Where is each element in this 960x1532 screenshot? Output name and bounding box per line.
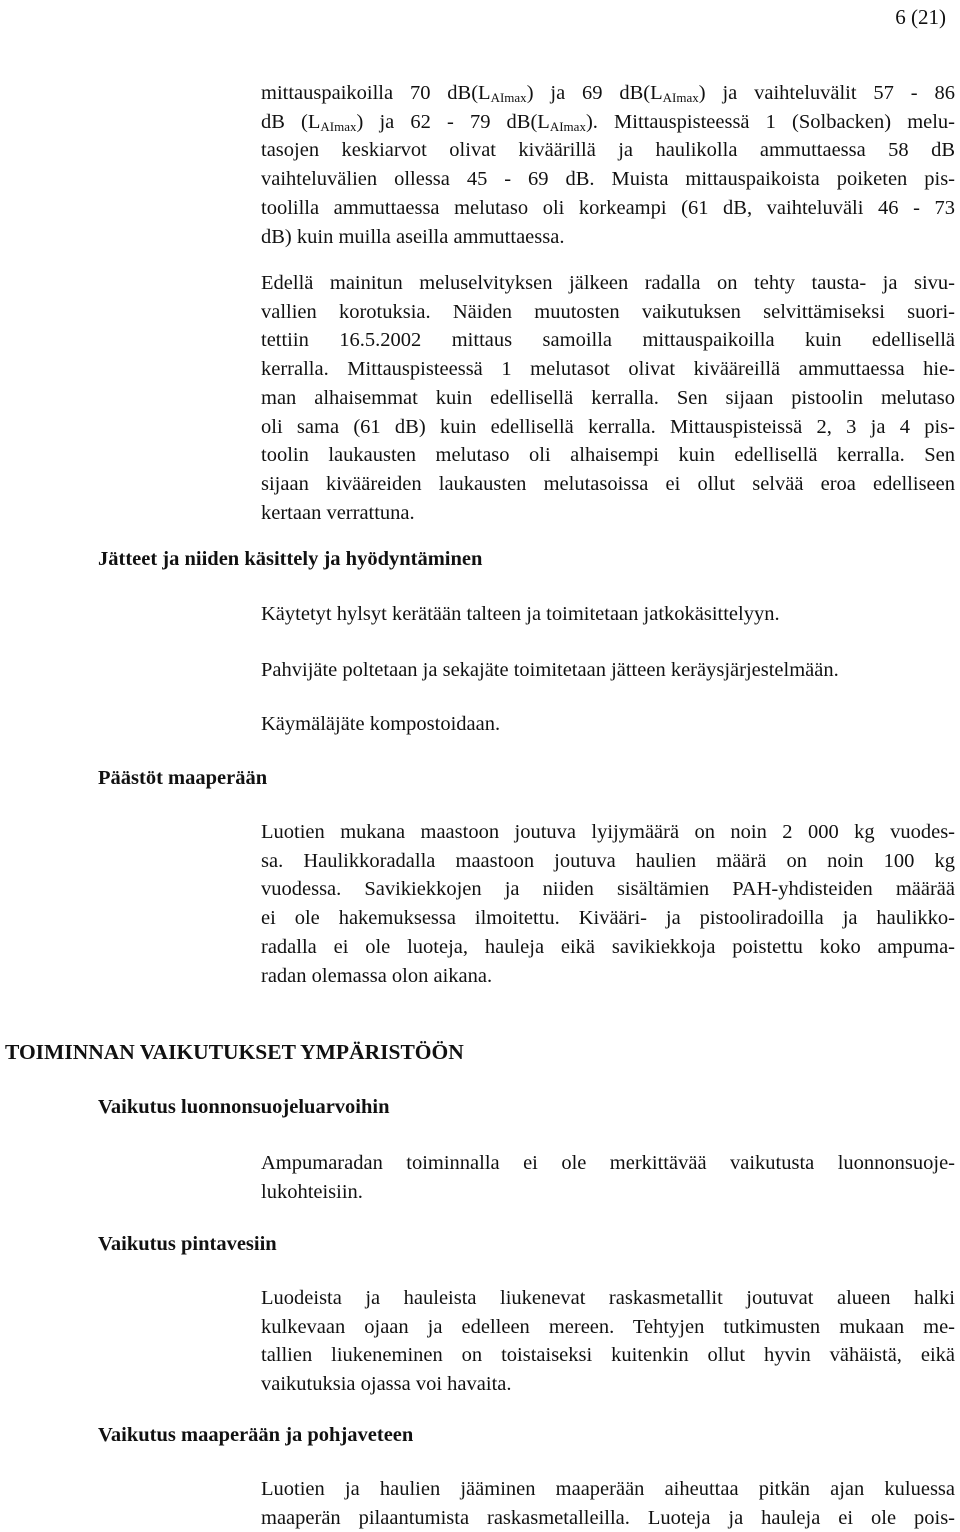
nature-paragraph [261,1149,955,1206]
text-line: Edellä mainitun meluselvityksen jälkeen radalla on tehty tausta- ja sivu- [261,272,955,294]
text-line: maaperän pilaantumista raskasmetalleilla. Luoteja ja hauleja ei ole pois- [261,1506,955,1529]
surface-water-paragraph [261,1284,955,1399]
text-line: kerralla. Mittauspisteessä 1 melutasot olivat kivääreillä ammuttaessa hie- [261,358,955,381]
text-line: vuodessa. Savikiekkojen ja niiden sisältämien PAH-yhdisteiden määrää [261,878,955,901]
section-title: TOIMINNAN VAIKUTUKSET YMPÄRISTÖÖN [5,1040,464,1064]
waste-paragraph-toilet [261,710,955,739]
nature-heading: Vaikutus luonnonsuojeluarvoihin [98,1096,390,1118]
followup-measurement-paragraph [261,269,955,527]
text-line: sijaan kivääreiden laukausten melutasoissa ei ollut selvää eroa edelliseen [261,472,955,495]
text-line: sa. Haulikkoradalla maastoon joutuva haulien määrä on noin 100 kg [261,849,955,872]
text-line: dB $(L_{AImax})$ ja 62 - 79 $dB(L_{AImax})$. Mittauspisteessä 1 (Solbacken) melu- [261,110,956,134]
text-line: toolin laukausten melutaso oli alhaisempi kuin edellisellä kerralla. Sen [261,444,955,467]
text-line: Luotien mukana maastoon joutuva lyijymäärä on noin 2 000 kg vuodes- [261,821,955,843]
text-line: Luotien ja haulien jääminen maaperään aiheuttaa pitkän ajan kuluessa [261,1478,955,1500]
text-line: dB) kuin muilla aseilla ammuttaessa. [261,225,565,248]
text-line: radalla ei ole luoteja, hauleja eikä savikiekkoja poistettu koko ampuma- [261,935,955,958]
text-line: lukohteisiin. [261,1180,363,1203]
text-line: kulkevaan ojaan ja edelleen mereen. Tehtyjen tutkimusten mukaan me- [261,1315,955,1338]
text-line: tasojen keskiarvot olivat kiväärillä ja haulikolla ammuttaessa 58 dB [261,139,955,162]
noise-measurement-paragraph [261,79,955,251]
text-line: ei ole hakemuksessa ilmoitettu. Kivääri- ja pistooliradoilla ja haulikko- [261,907,955,930]
waste-paragraph-cardboard [261,656,955,685]
text-line: vaikutuksia ojassa voi havaita. [261,1373,512,1396]
text-line: Käytetyt hylsyt kerätään talteen ja toimitetaan jatkokäsittelyyn. [261,603,780,625]
text-line: vaihteluvälien ollessa 45 - 69 dB. Muista mittauspaikoista poiketen pis- [261,168,955,191]
waste-paragraph-shells [261,600,955,629]
surface-water-heading: Vaikutus pintavesiin [98,1233,277,1255]
text-line: man alhaisemmat kuin edellisellä kerralla. Sen sijaan pistoolin melutaso [261,386,955,409]
text-line: oli sama (61 dB) kuin edellisellä kerralla. Mittauspisteissä 2, 3 ja 4 pis- [261,415,955,438]
text-line: vallien korotuksia. Näiden muutosten vaikutuksen selvittämiseksi suori- [261,300,955,323]
text-line: Käymäläjäte kompostoidaan. [261,713,501,735]
text-line: Ampumaradan toiminnalla ei ole merkittävää vaikutusta luonnonsuoje- [261,1152,955,1174]
text-line: Pahvijäte poltetaan ja sekajäte toimitetaan jätteen keräysjärjestelmään. [261,659,839,681]
text-line: tallien liukeneminen on toistaiseksi kuitenkin ollut hyvin vähäistä, eikä [261,1344,955,1367]
text-line: Luodeista ja hauleista liukenevat raskasmetallit joutuvat alueen halki [261,1287,955,1309]
groundwater-heading: Vaikutus maaperään ja pohjaveteen [98,1424,414,1446]
text-line: mittauspaikoilla 70 $dB(L_{AImax})$ ja 69 $dB(L_{AImax})$ ja vaihteluvälit 57 - 86 [261,82,955,105]
soil-emissions-paragraph [261,818,955,990]
text-line: kertaan verrattuna. [261,501,415,524]
text-line: toolilla ammuttaessa melutaso oli korkeampi (61 dB, vaihteluväli 46 - 73 [261,196,955,219]
text-line: tettiin 16.5.2002 mittaus samoilla mittauspaikoilla kuin edellisellä [261,329,955,352]
waste-heading: Jätteet ja niiden käsittely ja hyödyntäminen [98,548,483,570]
soil-emissions-heading: Päästöt maaperään [98,767,268,789]
groundwater-paragraph [261,1475,955,1532]
text-line: radan olemassa olon aikana. [261,964,493,987]
page-number: 6 (21) [895,5,946,29]
